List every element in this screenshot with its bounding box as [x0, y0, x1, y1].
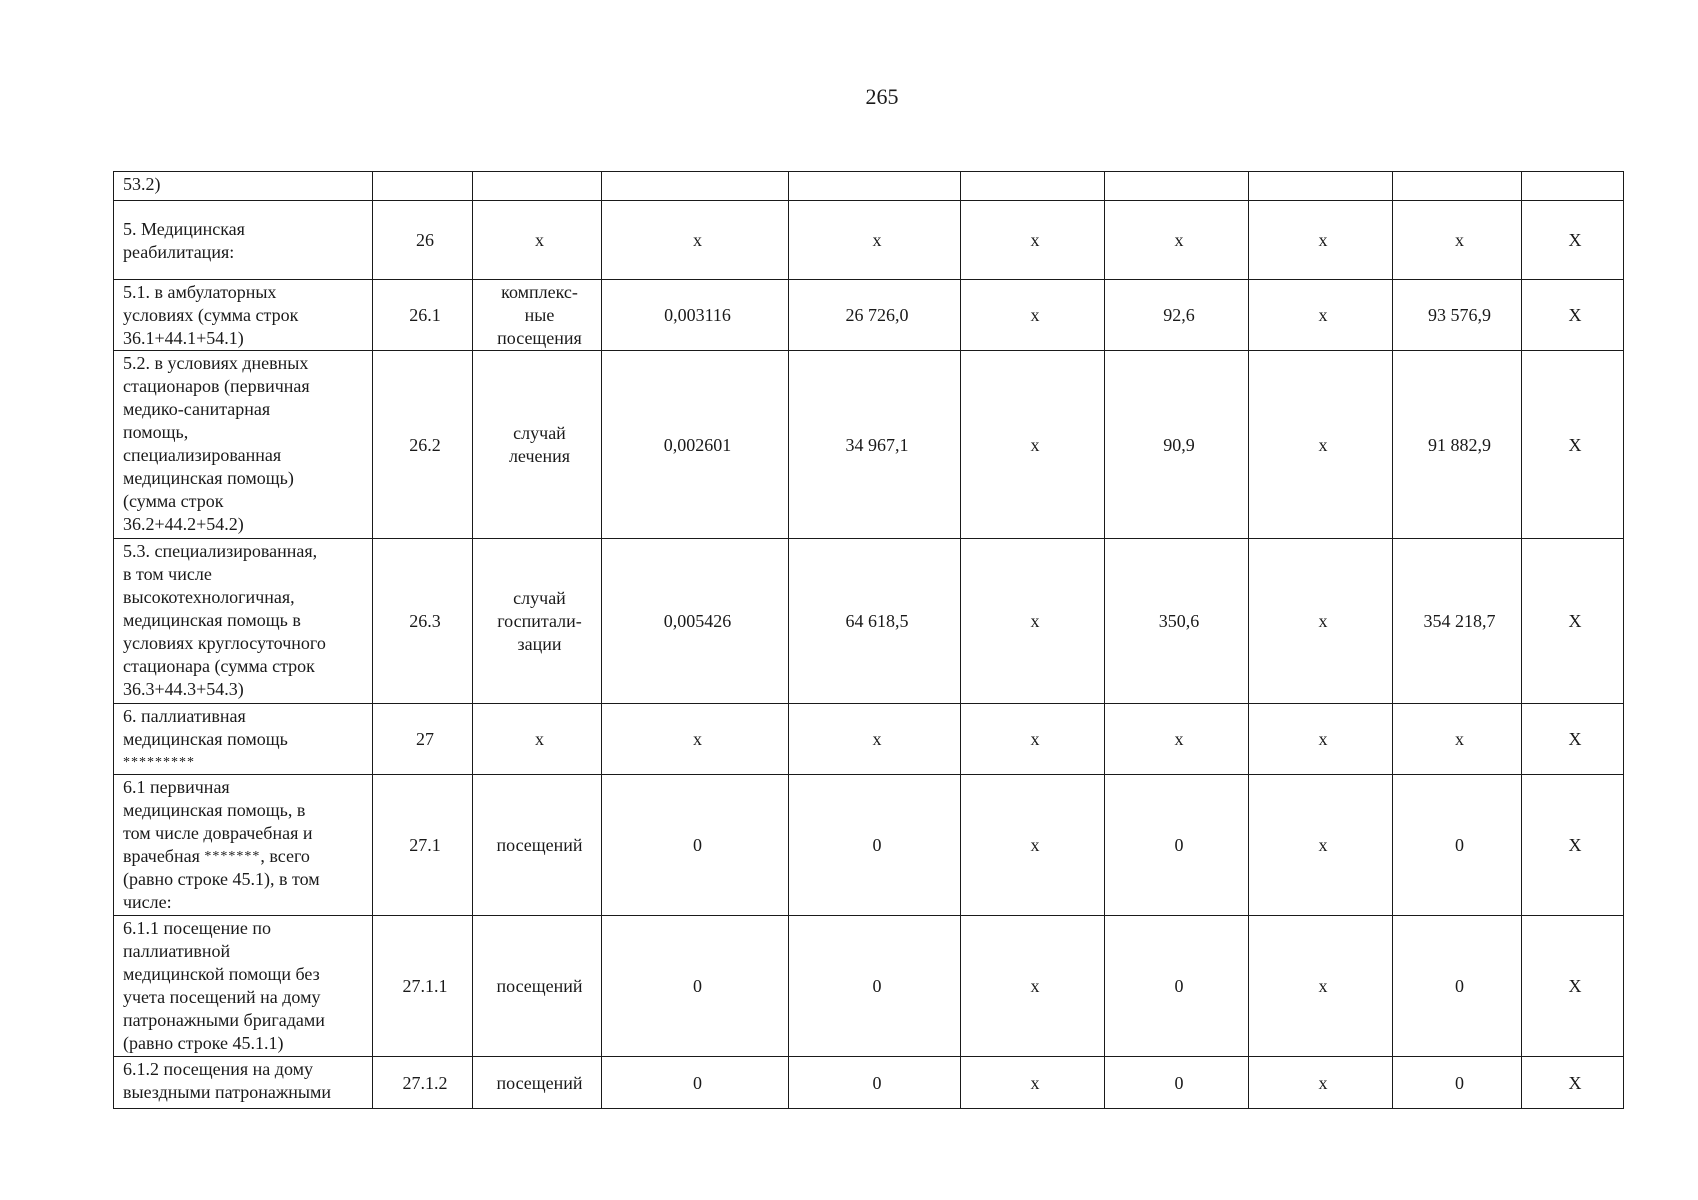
row-unit: комплекс- ные посещения	[497, 282, 582, 348]
row-name: 5.1. в амбулаторных условиях (сумма строк 36.1+44.1+54.1)	[123, 282, 299, 348]
row-name-tail: , всего (равно строке 45.1), в том числе:	[123, 846, 320, 912]
row-name-cell	[114, 916, 373, 1057]
row-col5-cell	[961, 916, 1105, 1057]
row-col8: 93 576,9	[1428, 305, 1491, 325]
table-row	[114, 1057, 1624, 1109]
row-col8-cell	[1393, 539, 1522, 704]
row-col3: 0,005426	[663, 611, 732, 631]
row-col7-cell	[1249, 351, 1393, 539]
row-col7-cell	[1249, 704, 1393, 775]
row-col8-cell	[1393, 280, 1522, 351]
row-col8: х	[1455, 230, 1464, 250]
row-col5-cell	[961, 539, 1105, 704]
row-col4: 0	[872, 1072, 882, 1093]
table-row	[114, 775, 1624, 916]
table-row	[114, 704, 1624, 775]
row-col9-cell	[1522, 351, 1624, 539]
row-code: 27.1.2	[402, 1072, 448, 1093]
row-col6-cell	[1105, 539, 1249, 704]
row-col6: 0	[1174, 1072, 1184, 1093]
row-col8: 354 218,7	[1423, 611, 1496, 631]
row-col7: х	[1318, 1072, 1328, 1093]
row-unit: посещений	[496, 835, 583, 855]
row-col4: 64 618,5	[845, 611, 909, 631]
row-col8: х	[1455, 729, 1464, 749]
row-col9: Х	[1568, 1072, 1582, 1093]
row-name: 5.3. специализированная, в том числе высокотехнологичная, медицинская помощь в условиях круглосуточного стационара (сумма строк 36.3+44.3+54.3)	[123, 541, 326, 699]
row-col7-cell	[1249, 539, 1393, 704]
row-col8-cell	[1393, 172, 1522, 201]
row-col9-cell	[1522, 280, 1624, 351]
row-name-cell	[114, 280, 373, 351]
row-col5-cell	[961, 1057, 1105, 1109]
row-col3-cell	[602, 539, 789, 704]
row-unit-cell	[473, 351, 602, 539]
row-col4-cell	[789, 1057, 961, 1109]
row-col5-cell	[961, 351, 1105, 539]
row-name-cell	[114, 1057, 373, 1109]
row-col9: Х	[1568, 729, 1582, 749]
row-col8-cell	[1393, 775, 1522, 916]
row-unit: случай лечения	[508, 423, 571, 466]
row-col6: 350,6	[1158, 611, 1200, 631]
row-col4-cell	[789, 775, 961, 916]
row-col8: 0	[1455, 976, 1464, 996]
row-col3: 0,003116	[664, 305, 731, 325]
row-col5: х	[1030, 434, 1040, 455]
row-unit-cell	[473, 704, 602, 775]
row-unit-cell	[473, 775, 602, 916]
page-number: 265	[865, 84, 899, 109]
row-col4: 34 967,1	[845, 434, 909, 455]
row-col5-cell	[961, 172, 1105, 201]
footnote-stars: *********	[123, 755, 195, 770]
row-col3: х	[693, 729, 702, 749]
row-col4-cell	[789, 539, 961, 704]
row-name: 6. паллиативная медицинская помощь	[123, 706, 288, 749]
row-code: 26	[416, 230, 434, 250]
row-name: 6.1.2 посещения на дому выездными патронажными	[123, 1059, 332, 1102]
row-col3: 0	[693, 835, 702, 855]
row-col6: х	[1174, 729, 1184, 749]
row-col9: Х	[1568, 611, 1582, 631]
row-col4: х	[872, 729, 882, 749]
row-col5: х	[1030, 835, 1040, 855]
row-col9-cell	[1522, 1057, 1624, 1109]
row-col3-cell	[602, 916, 789, 1057]
row-col5-cell	[961, 201, 1105, 280]
row-code: 27.1.1	[402, 976, 448, 996]
row-col6: 92,6	[1163, 305, 1195, 325]
row-col8: 91 882,9	[1428, 434, 1491, 455]
row-col6: 0	[1174, 976, 1184, 996]
row-col3: 0,002601	[663, 434, 732, 455]
row-name: 5.2. в условиях дневных стационаров (первичная медико-санитарная помощь, специализированная медицинская помощь) (сумма строк 36.2+44.2+54.2)	[123, 353, 310, 534]
row-col7-cell	[1249, 1057, 1393, 1109]
row-col7-cell	[1249, 201, 1393, 280]
row-col5: х	[1030, 230, 1040, 250]
row-col9-cell	[1522, 172, 1624, 201]
row-col5: х	[1030, 611, 1040, 631]
row-code-cell	[373, 280, 473, 351]
table-row	[114, 172, 1624, 201]
row-col7: х	[1318, 230, 1328, 250]
row-col8-cell	[1393, 704, 1522, 775]
row-unit: х	[535, 729, 544, 749]
row-col3-cell	[602, 775, 789, 916]
row-col9-cell	[1522, 916, 1624, 1057]
row-col6-cell	[1105, 775, 1249, 916]
row-name-cell	[114, 172, 373, 201]
row-col7-cell	[1249, 172, 1393, 201]
row-col3: 0	[693, 1072, 702, 1093]
row-col8: 0	[1455, 835, 1464, 855]
row-col3-cell	[602, 172, 789, 201]
row-col4-cell	[789, 172, 961, 201]
row-col9: Х	[1568, 305, 1582, 325]
row-unit: х	[535, 230, 544, 250]
row-col4-cell	[789, 351, 961, 539]
row-col7: х	[1318, 729, 1328, 749]
row-col9-cell	[1522, 539, 1624, 704]
row-col3: 0	[693, 976, 702, 996]
row-code-cell	[373, 704, 473, 775]
row-col9: Х	[1568, 230, 1582, 250]
row-col9-cell	[1522, 775, 1624, 916]
row-col9-cell	[1522, 201, 1624, 280]
row-col5-cell	[961, 704, 1105, 775]
row-unit-cell	[473, 201, 602, 280]
row-col5: х	[1030, 1072, 1040, 1093]
row-col5: х	[1030, 976, 1040, 996]
row-name: 5. Медицинская реабилитация:	[123, 218, 245, 262]
row-col6: х	[1174, 230, 1184, 250]
row-col8-cell	[1393, 1057, 1522, 1109]
row-col5-cell	[961, 775, 1105, 916]
table-row	[114, 351, 1624, 539]
row-unit-cell	[473, 916, 602, 1057]
row-unit-cell	[473, 280, 602, 351]
row-code: 27.1	[409, 835, 441, 855]
row-unit-cell	[473, 1057, 602, 1109]
row-col3-cell	[602, 280, 789, 351]
row-name: 53.2)	[123, 174, 161, 194]
row-unit-cell	[473, 539, 602, 704]
row-unit: посещений	[496, 1072, 583, 1093]
row-col8: 0	[1455, 1072, 1464, 1093]
row-col4-cell	[789, 201, 961, 280]
row-col7: х	[1318, 305, 1328, 325]
row-col8-cell	[1393, 201, 1522, 280]
row-col8-cell	[1393, 351, 1522, 539]
row-unit: посещений	[496, 976, 583, 996]
row-col4-cell	[789, 916, 961, 1057]
table-row	[114, 916, 1624, 1057]
row-col7-cell	[1249, 916, 1393, 1057]
row-col3: х	[693, 230, 702, 250]
row-col7: х	[1318, 434, 1328, 455]
row-col4: 0	[872, 835, 882, 855]
row-col7: х	[1318, 611, 1328, 631]
row-col6-cell	[1105, 172, 1249, 201]
row-col4-cell	[789, 704, 961, 775]
row-name-cell	[114, 201, 373, 280]
row-col3-cell	[602, 201, 789, 280]
row-col3-cell	[602, 704, 789, 775]
row-unit: случай госпитали- зации	[497, 588, 582, 654]
row-code-cell	[373, 172, 473, 201]
row-col6-cell	[1105, 704, 1249, 775]
row-col3-cell	[602, 351, 789, 539]
row-name-cell	[114, 704, 373, 775]
row-col6-cell	[1105, 916, 1249, 1057]
row-code-cell	[373, 775, 473, 916]
row-code: 26.3	[409, 611, 441, 631]
row-col7: х	[1318, 835, 1328, 855]
row-name-cell	[114, 351, 373, 539]
row-unit-cell	[473, 172, 602, 201]
row-col4: х	[872, 230, 882, 250]
row-col5-cell	[961, 280, 1105, 351]
row-code-cell	[373, 1057, 473, 1109]
row-code: 26.2	[409, 434, 441, 455]
table-row	[114, 201, 1624, 280]
table-row	[114, 539, 1624, 704]
row-name: 6.1.1 посещение по паллиативной медицинской помощи без учета посещений на дому патронажными бригадами (равно строке 45.1.1)	[123, 918, 325, 1053]
row-name-cell	[114, 539, 373, 704]
table-row	[114, 280, 1624, 351]
footnote-stars: *******	[204, 849, 261, 864]
row-code: 27	[416, 729, 434, 749]
row-code-cell	[373, 539, 473, 704]
row-col9: Х	[1568, 976, 1582, 996]
row-name: 6.1 первичная медицинская помощь, в том числе доврачебная и врачебная	[123, 777, 313, 866]
row-col4-cell	[789, 280, 961, 351]
row-col7: х	[1318, 976, 1328, 996]
data-table	[113, 171, 1624, 1109]
row-code-cell	[373, 351, 473, 539]
row-code-cell	[373, 201, 473, 280]
row-col9-cell	[1522, 704, 1624, 775]
row-name-cell	[114, 775, 373, 916]
row-col7-cell	[1249, 280, 1393, 351]
row-col6-cell	[1105, 280, 1249, 351]
row-col9: Х	[1568, 434, 1582, 455]
row-col4: 0	[872, 976, 882, 996]
row-col9: Х	[1568, 835, 1582, 855]
row-col3-cell	[602, 1057, 789, 1109]
row-col6: 90,9	[1163, 434, 1195, 455]
row-code-cell	[373, 916, 473, 1057]
row-col6: 0	[1174, 835, 1184, 855]
row-col6-cell	[1105, 201, 1249, 280]
row-col4: 26 726,0	[845, 305, 909, 325]
row-col6-cell	[1105, 351, 1249, 539]
row-col6-cell	[1105, 1057, 1249, 1109]
row-col7-cell	[1249, 775, 1393, 916]
row-col5: х	[1030, 729, 1040, 749]
row-col5: х	[1030, 305, 1040, 325]
row-code: 26.1	[409, 305, 441, 325]
row-col8-cell	[1393, 916, 1522, 1057]
